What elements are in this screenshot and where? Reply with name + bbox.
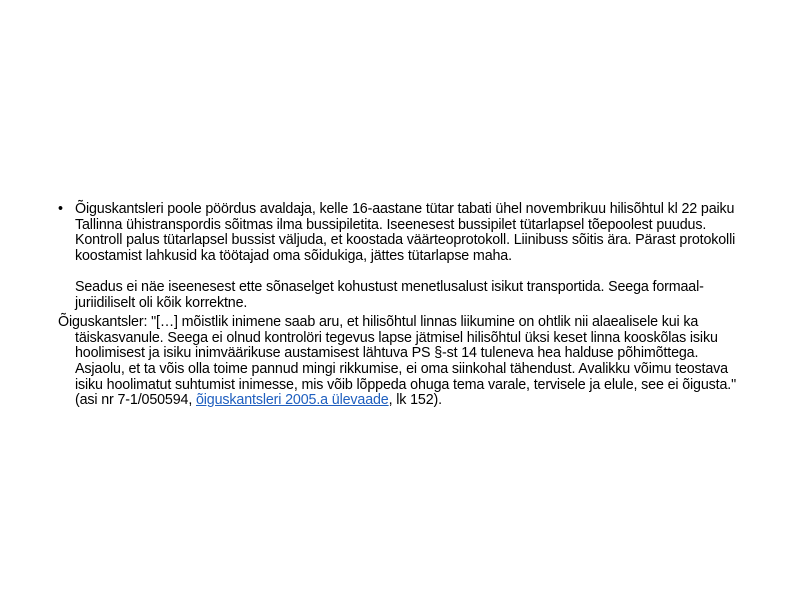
paragraph-spacer [75,264,748,280]
slide-content [58,202,748,409]
chancellor-quote [58,315,748,409]
bullet-item [58,202,748,311]
overview-link[interactable]: õiguskantsleri 2005.a ülevaade [195,392,389,409]
case-description: Õiguskantsleri poole pöördus avaldaja, kelle 16-aastane tütar tabati ühel novembrikuu hilisõhtul kl 22 paiku Tallinna ühistranspordis sõitmas ilma bussipiletita. Iseenesest bussipilet tütarlapsel tõepoolest puudus. Kontroll palus tütarlapsel bussist väljuda, et koostada väärteoprotokoll. Liinibuss sõitis ära. Pärast protokolli koostamist lahkusid ka töötajad oma sõidukiga, jättes tütarlapse maha. [75,201,736,264]
legal-note: Seadus ei näe iseenesest ette sõnaselget kohustust menetlusalust isikut transportida. Seega formaal-juriidiliselt oli kõik korrektne. [75,278,704,311]
quote-text: Õiguskantsler: "[…] mõistlik inimene saab aru, et hilisõhtul linnas liikumine on ohtlik nii alaealisele kui ka täiskasvanule. Seega ei olnud kontrolöri tegevus lapse jätmisel hilisõhtul üksi keset linna kooskõlas isiku hoolimisest ja isiku inimväärikuse austamisest lähtuva PS §-st 14 tuleneva hea halduse põhimõttega. Asjaolu, et ta võis olla toime pannud mingi rikkumise, ei oma siinkohal tähendust. Avalikku võimu teostava isiku hoolimatut suhtumist inimesse, mis võib lõppeda ohuga tema varale, tervisele ja elule, see ei õigusta." (asi nr 7-1/050594, [58,314,737,409]
quote-tail: , lk 152). [388,392,442,409]
bullet-icon: • [58,201,63,217]
